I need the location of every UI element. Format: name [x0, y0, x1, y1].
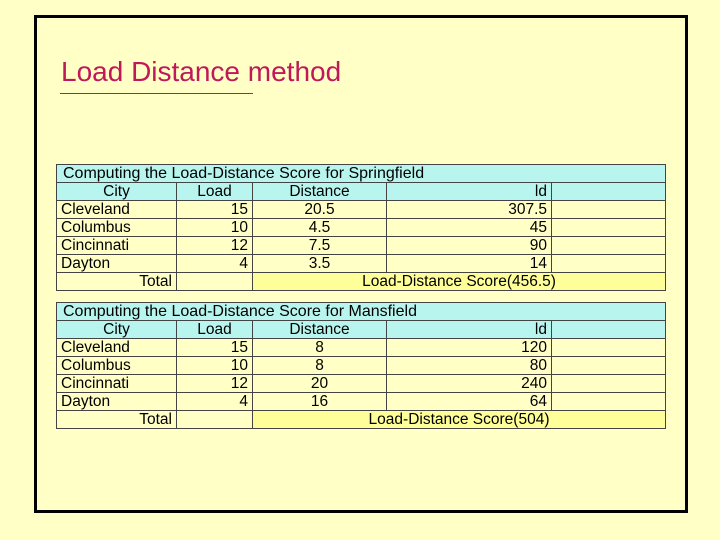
cell-distance: 8 — [253, 357, 387, 375]
cell-ld: 45 — [387, 219, 552, 237]
cell-load: 15 — [177, 201, 253, 219]
cell-distance: 4.5 — [253, 219, 387, 237]
table-caption: Computing the Load-Distance Score for Springfield — [57, 165, 666, 183]
cell-city: Cleveland — [57, 339, 177, 357]
table-row — [57, 393, 666, 411]
cell-city: Cincinnati — [57, 375, 177, 393]
cell-ld: 64 — [387, 393, 552, 411]
table-caption: Computing the Load-Distance Score for Mansfield — [57, 303, 666, 321]
total-label: Total — [57, 411, 177, 429]
cell-distance: 3.5 — [253, 255, 387, 273]
cell-load: 12 — [177, 237, 253, 255]
header-empty — [552, 183, 666, 201]
table-row — [57, 237, 666, 255]
cell-empty — [552, 357, 666, 375]
cell-distance: 8 — [253, 339, 387, 357]
table-row — [57, 219, 666, 237]
load-distance-score: Load-Distance Score(456.5) — [253, 273, 666, 291]
header-ld: ld — [387, 183, 552, 201]
mansfield-score-table — [56, 302, 666, 429]
table-row — [57, 375, 666, 393]
cell-empty — [552, 237, 666, 255]
cell-city: Cincinnati — [57, 237, 177, 255]
header-distance: Distance — [253, 321, 387, 339]
cell-ld: 14 — [387, 255, 552, 273]
cell-distance: 20 — [253, 375, 387, 393]
cell-empty — [552, 375, 666, 393]
cell-city: Cleveland — [57, 201, 177, 219]
cell-ld: 307.5 — [387, 201, 552, 219]
cell-load: 4 — [177, 393, 253, 411]
total-row — [57, 273, 666, 291]
cell-empty — [552, 201, 666, 219]
cell-load: 12 — [177, 375, 253, 393]
cell-city: Dayton — [57, 393, 177, 411]
cell-city: Columbus — [57, 357, 177, 375]
cell-empty — [552, 219, 666, 237]
table-row — [57, 357, 666, 375]
header-ld: ld — [387, 321, 552, 339]
title-underline — [60, 93, 253, 94]
cell-empty — [177, 411, 253, 429]
cell-load: 10 — [177, 219, 253, 237]
header-distance: Distance — [253, 183, 387, 201]
cell-load: 4 — [177, 255, 253, 273]
header-city: City — [57, 183, 177, 201]
cell-empty — [552, 393, 666, 411]
header-empty — [552, 321, 666, 339]
cell-empty — [177, 273, 253, 291]
total-label: Total — [57, 273, 177, 291]
header-load: Load — [177, 321, 253, 339]
table-row — [57, 255, 666, 273]
table-row — [57, 201, 666, 219]
table-row — [57, 339, 666, 357]
slide-title: Load Distance method — [61, 56, 342, 87]
cell-ld: 90 — [387, 237, 552, 255]
cell-city: Columbus — [57, 219, 177, 237]
cell-city: Dayton — [57, 255, 177, 273]
header-city: City — [57, 321, 177, 339]
header-load: Load — [177, 183, 253, 201]
load-distance-score: Load-Distance Score(504) — [253, 411, 666, 429]
cell-distance: 20.5 — [253, 201, 387, 219]
cell-ld: 120 — [387, 339, 552, 357]
cell-load: 15 — [177, 339, 253, 357]
cell-empty — [552, 339, 666, 357]
cell-distance: 7.5 — [253, 237, 387, 255]
cell-empty — [552, 255, 666, 273]
cell-distance: 16 — [253, 393, 387, 411]
springfield-score-table — [56, 164, 666, 291]
cell-load: 10 — [177, 357, 253, 375]
cell-ld: 240 — [387, 375, 552, 393]
cell-ld: 80 — [387, 357, 552, 375]
total-row — [57, 411, 666, 429]
